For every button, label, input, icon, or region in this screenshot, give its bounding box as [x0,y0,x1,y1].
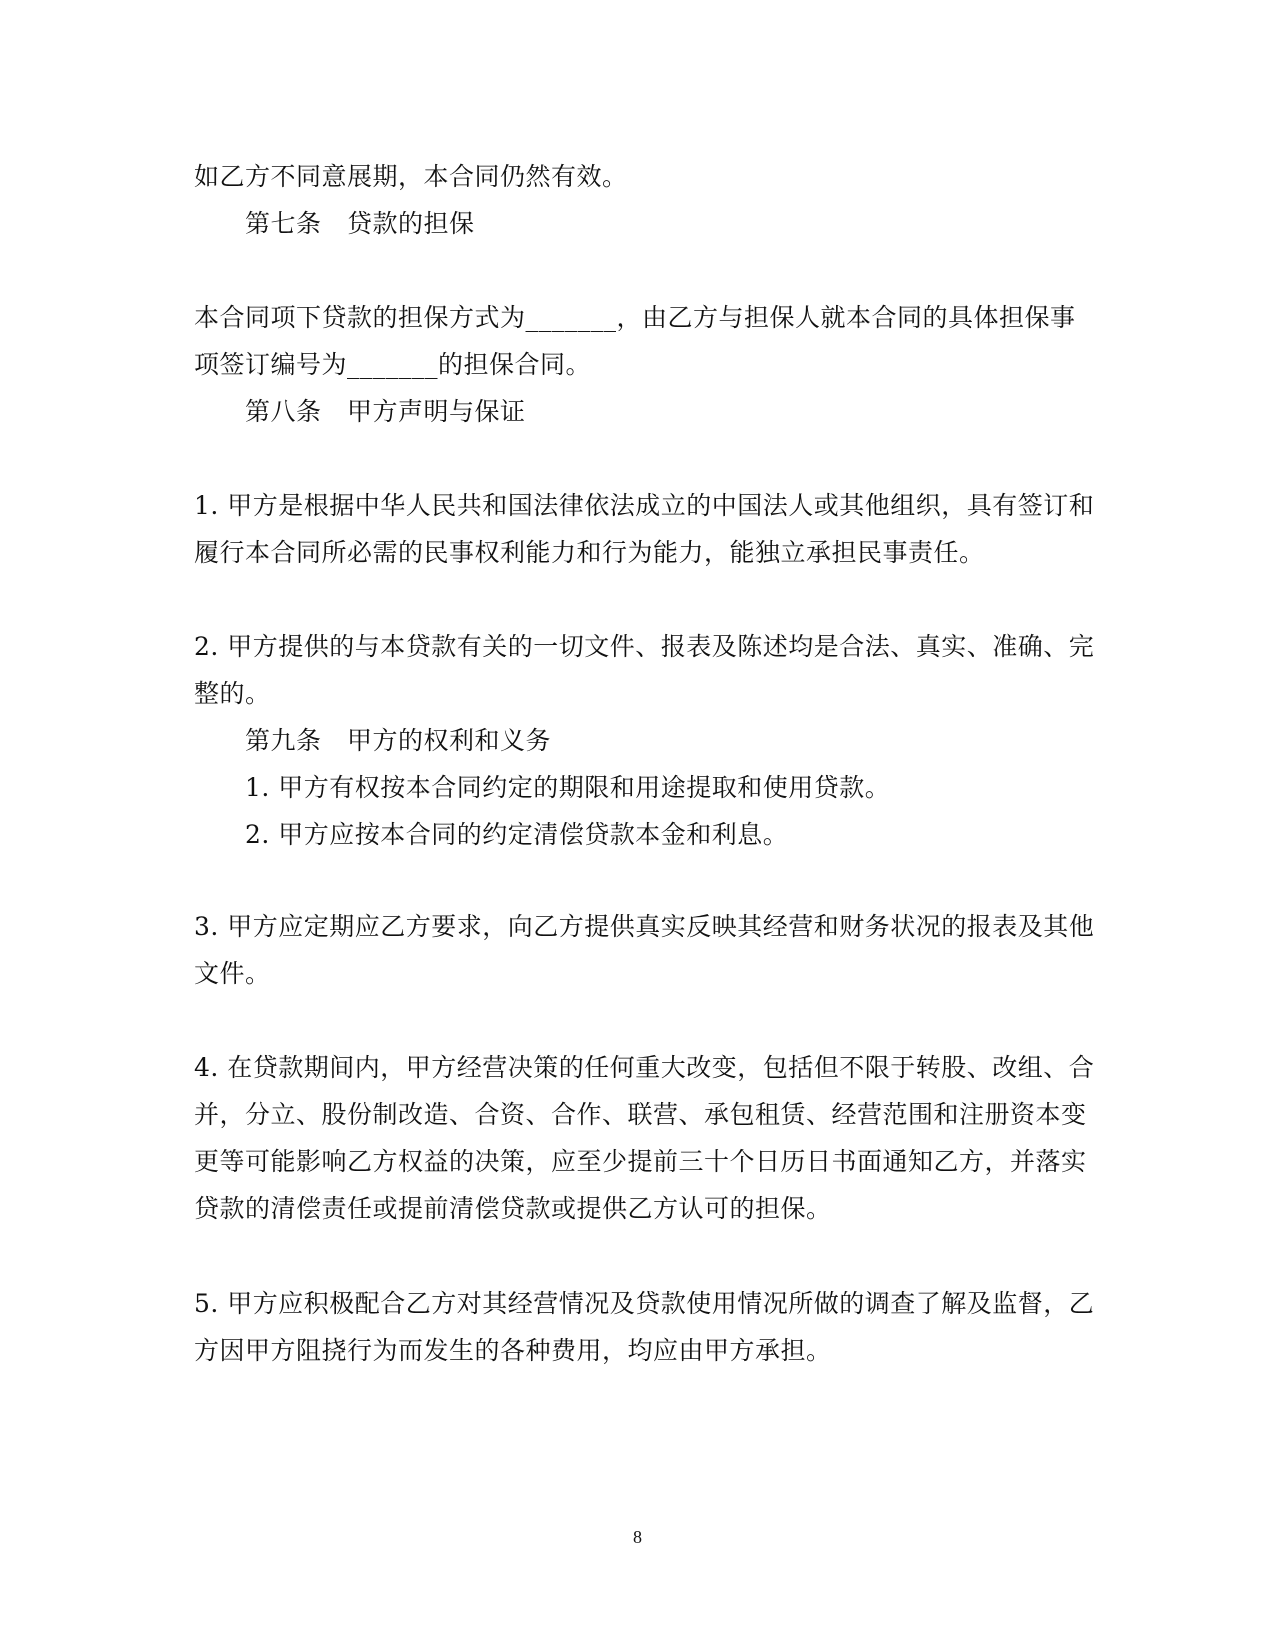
article-heading-8: 第八条 甲方声明与保证 [245,397,526,426]
text-line: 如乙方不同意展期，本合同仍然有效。 [194,162,628,191]
article-heading-7: 第七条 贷款的担保 [245,209,475,238]
text-line: 1. 甲方有权按本合同约定的期限和用途提取和使用贷款。 [245,773,891,802]
text-line: 3. 甲方应定期应乙方要求，向乙方提供真实反映其经营和财务状况的报表及其他 [194,912,1095,941]
text-line: 文件。 [194,959,271,988]
page-number: 8 [633,1527,642,1547]
text-line: 项签订编号为_______的担保合同。 [194,350,592,379]
text-line: 2. 甲方提供的与本贷款有关的一切文件、报表及陈述均是合法、真实、准确、完 [194,632,1095,661]
text-line: 并，分立、股份制改造、合资、合作、联营、承包租赁、经营范围和注册资本变 [194,1100,1087,1129]
text-line: 5. 甲方应积极配合乙方对其经营情况及贷款使用情况所做的调查了解及监督，乙 [194,1289,1095,1318]
text-line: 本合同项下贷款的担保方式为_______，由乙方与担保人就本合同的具体担保事 [194,303,1076,332]
text-line: 1. 甲方是根据中华人民共和国法律依法成立的中国法人或其他组织，具有签订和 [194,491,1095,520]
text-line: 整的。 [194,679,271,708]
text-line: 贷款的清偿责任或提前清偿贷款或提供乙方认可的担保。 [194,1194,832,1223]
article-heading-9: 第九条 甲方的权利和义务 [245,726,552,755]
text-line: 履行本合同所必需的民事权利能力和行为能力，能独立承担民事责任。 [194,538,985,567]
text-line: 2. 甲方应按本合同的约定清偿贷款本金和利息。 [245,820,789,849]
text-line: 更等可能影响乙方权益的决策，应至少提前三十个日历日书面通知乙方，并落实 [194,1147,1087,1176]
text-line: 4. 在贷款期间内，甲方经营决策的任何重大改变，包括但不限于转股、改组、合 [194,1053,1095,1082]
text-line: 方因甲方阻挠行为而发生的各种费用，均应由甲方承担。 [194,1336,832,1365]
